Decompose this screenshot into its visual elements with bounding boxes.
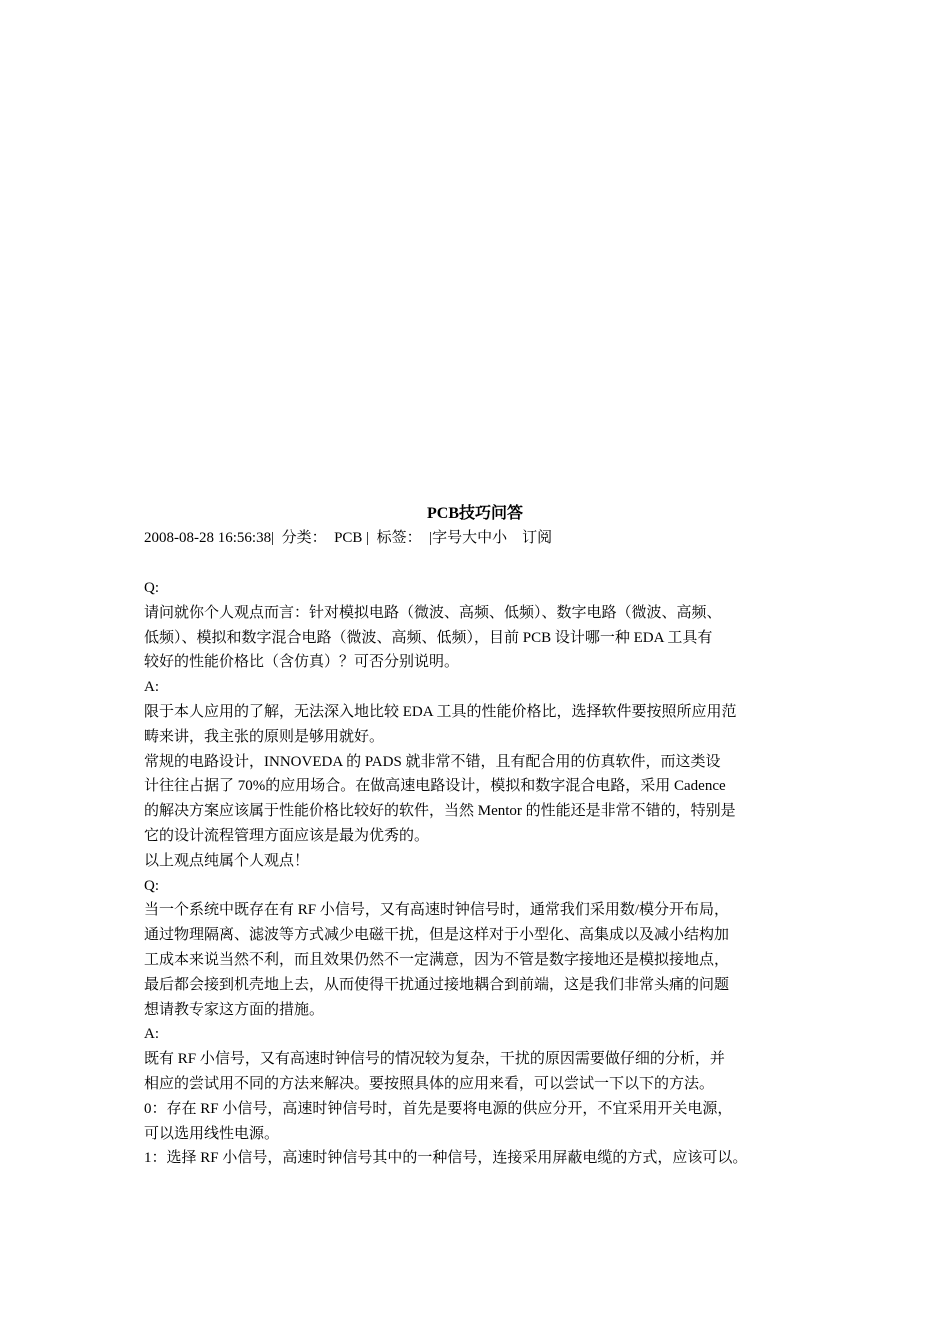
text-line: 当一个系统中既存在有 RF 小信号，又有高速时钟信号时，通常我们采用数/模分开布局，: [144, 902, 730, 919]
text-line: 低频）、模拟和数字混合电路（微波、高频、低频），目前 PCB 设计哪一种 EDA 工具有: [144, 629, 713, 646]
text-line: 较好的性能价格比（含仿真）？可否分别说明。: [144, 654, 460, 671]
text-line: 既有 RF 小信号，又有高速时钟信号的情况较为复杂，干扰的原因需要做仔细的分析，并: [144, 1051, 725, 1068]
text-line: 最后都会接到机壳地上去，从而使得干扰通过接地耦合到前端，这是我们非常头痛的问题: [144, 976, 730, 993]
document-title: PCB技巧问答: [426, 505, 523, 522]
text-line: 畴来讲，我主张的原则是够用就好。: [144, 728, 385, 745]
text-line: 以上观点纯属个人观点！: [144, 852, 310, 869]
text-line: 通过物理隔离、滤波等方式减少电磁干扰，但是这样对于小型化、高集成以及减小结构加: [144, 927, 730, 944]
text-line: 的解决方案应该属于性能价格比较好的软件，当然 Mentor 的性能还是非常不错的，特别是: [144, 803, 736, 820]
text-line: 计往往占据了 70%的应用场合。在做高速电路设计，模拟和数字混合电路，采用 Cadence: [144, 778, 726, 795]
text-line: 它的设计流程管理方面应该是最为优秀的。: [144, 827, 430, 844]
document-body: [144, 576, 824, 1171]
text-line: 相应的尝试用不同的方法来解决。要按照具体的应用来看，可以尝试一下以下的方法。: [144, 1075, 715, 1092]
text-line: 1：选择 RF 小信号，高速时钟信号其中的一种信号，连接采用屏蔽电缆的方式，应该可以。: [144, 1150, 748, 1167]
text-line: A:: [144, 679, 159, 696]
text-line: 请问就你个人观点而言：针对模拟电路（微波、高频、低频）、数字电路（微波、高频、: [144, 604, 722, 621]
text-line: 工成本来说当然不利，而且效果仍然不一定满意，因为不管是数字接地还是模拟接地点，: [144, 951, 730, 968]
post-meta-line: 2008-08-28 16:56:38| 分类： PCB | 标签： |字号大中小 订阅: [144, 530, 553, 546]
text-line: 限于本人应用的了解，无法深入地比较 EDA 工具的性能价格比，选择软件要按照所应用范: [144, 703, 737, 720]
text-line: 想请教专家这方面的措施。: [144, 1001, 325, 1018]
text-line: A:: [144, 1026, 159, 1043]
text-line: Q:: [144, 580, 159, 596]
text-line: Q:: [144, 877, 159, 894]
text-line: 可以选用线性电源。: [144, 1125, 280, 1142]
text-line: 常规的电路设计，INNOVEDA 的 PADS 就非常不错，且有配合用的仿真软件，而这类设: [144, 753, 721, 770]
text-line: 0：存在 RF 小信号，高速时钟信号时，首先是要将电源的供应分开，不宜采用开关电源，: [144, 1100, 733, 1117]
